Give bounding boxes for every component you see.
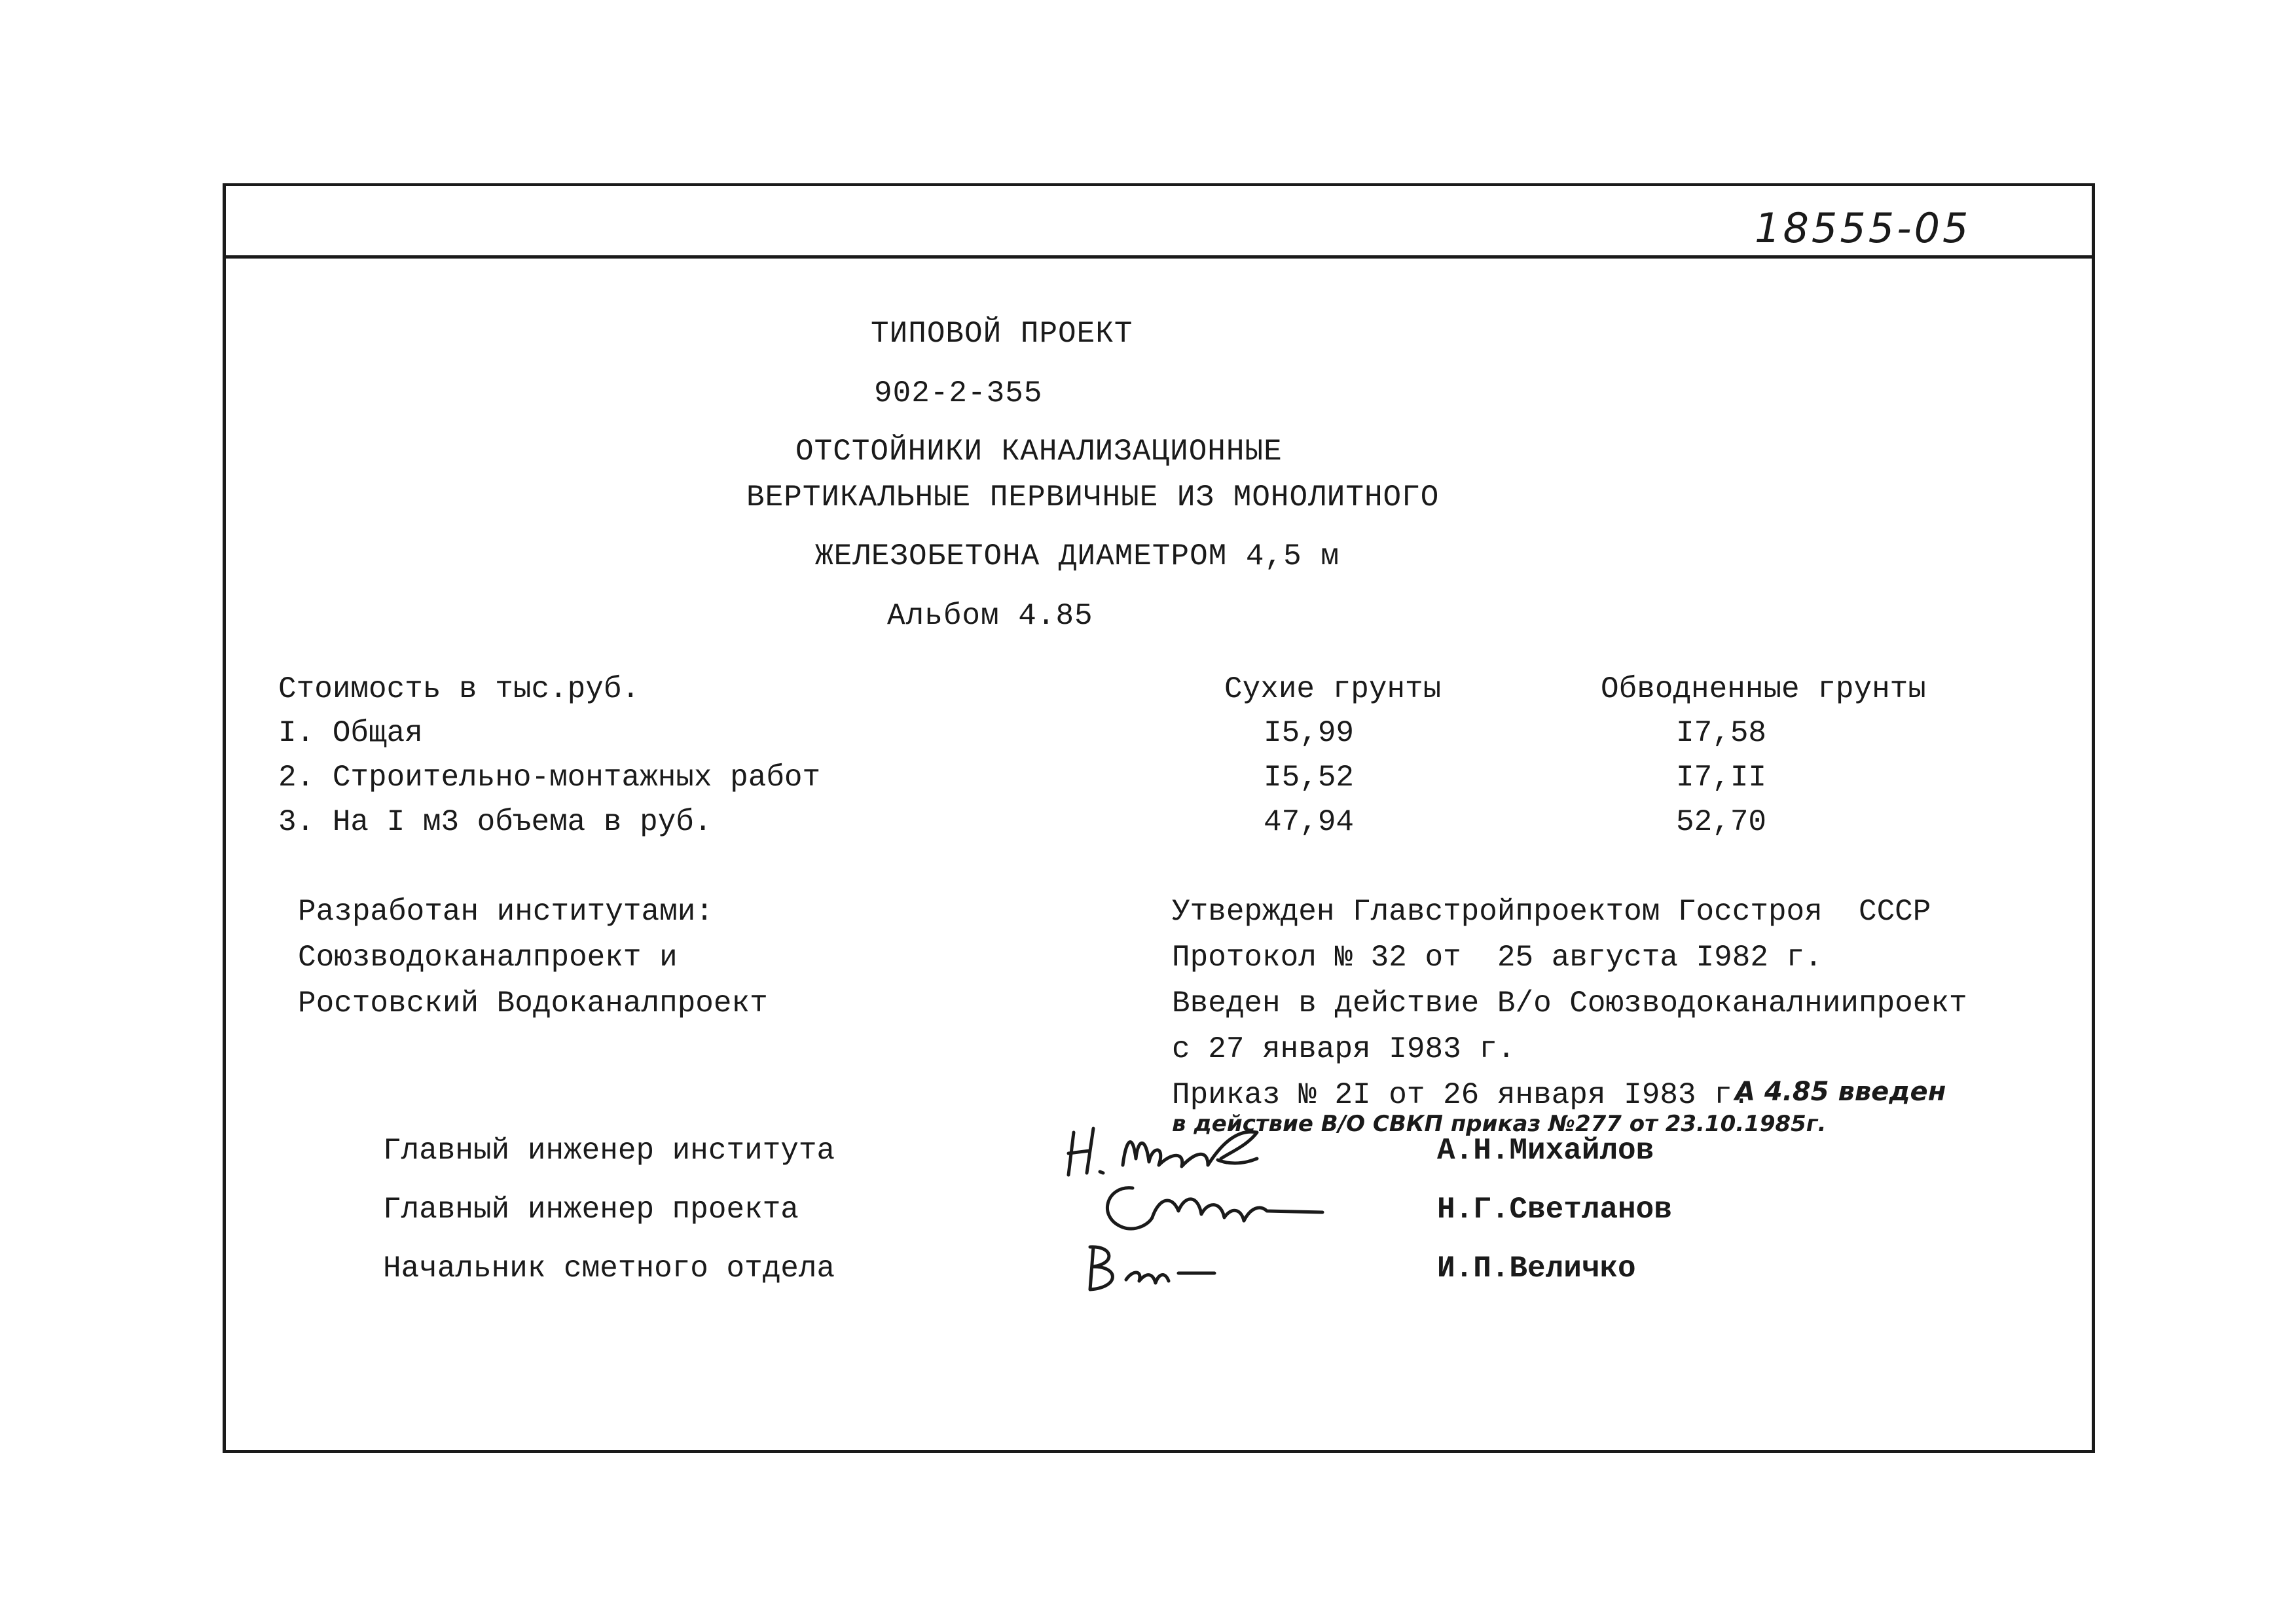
cost-row-label: I. Общая <box>278 716 423 750</box>
cost-row-dry: I5,52 <box>1264 761 1355 795</box>
cost-col-wet: Обводненные грунты <box>1601 672 1926 706</box>
project-title-line1: ОТСТОЙНИКИ КАНАЛИЗАЦИОННЫЕ <box>795 435 1283 469</box>
signatory-name: А.Н.Михайлов <box>1437 1134 1654 1168</box>
signatory-name: Н.Г.Светланов <box>1437 1193 1672 1227</box>
signature-svetlanov <box>1087 1172 1336 1244</box>
project-title-line3: ЖЕЛЕЗОБЕТОНА ДИАМЕТРОМ 4,5 м <box>815 539 1339 573</box>
cost-row-dry: 47,94 <box>1264 805 1355 839</box>
approval-line2: Протокол № 32 от 25 августа I982 г. <box>1172 941 1823 975</box>
approval-line1: Утвержден Главстройпроектом Госстроя СССР <box>1172 895 1931 929</box>
cost-row-wet: I7,58 <box>1676 716 1767 750</box>
project-type: ТИПОВОЙ ПРОЕКТ <box>871 317 1133 351</box>
signatory-role: Главный инженер проекта <box>383 1193 799 1227</box>
signatory-name: И.П.Величко <box>1437 1252 1636 1286</box>
approval-line5: Приказ № 2I от 26 января I983 г. <box>1172 1078 1751 1112</box>
cost-label: Стоимость в тыс.руб. <box>278 672 640 706</box>
cost-row-label: 3. На I м3 объема в руб. <box>278 805 712 839</box>
signatory-role: Начальник сметного отдела <box>383 1252 835 1286</box>
handwritten-note-line1: А 4.85 введен <box>1735 1077 1946 1107</box>
approval-line3: Введен в действие В/о Союзводоканалниипроект <box>1172 986 1967 1020</box>
developer-line1: Союзводоканалпроект и <box>298 941 678 975</box>
document-number: 18555-05 <box>1755 204 1971 252</box>
developers-label: Разработан институтами: <box>298 895 714 929</box>
cost-row-label: 2. Строительно-монтажных работ <box>278 761 821 795</box>
album-number: Альбом 4.85 <box>887 599 1093 633</box>
handwritten-note-line2: в действие В/О СВКП приказ №277 от 23.10.1985г. <box>1172 1111 1827 1137</box>
cost-col-dry: Сухие грунты <box>1224 672 1442 706</box>
project-title-line2: ВЕРТИКАЛЬНЫЕ ПЕРВИЧНЫЕ ИЗ МОНОЛИТНОГО <box>746 480 1440 514</box>
cost-row-wet: I7,II <box>1676 761 1767 795</box>
project-code: 902-2-355 <box>874 376 1043 410</box>
signature-velichko <box>1080 1234 1224 1299</box>
cost-row-dry: I5,99 <box>1264 716 1355 750</box>
signatory-role: Главный инженер института <box>383 1134 835 1168</box>
developer-line2: Ростовский Водоканалпроект <box>298 986 768 1020</box>
header-divider <box>223 255 2095 259</box>
approval-line4: с 27 января I983 г. <box>1172 1032 1516 1066</box>
cost-row-wet: 52,70 <box>1676 805 1767 839</box>
